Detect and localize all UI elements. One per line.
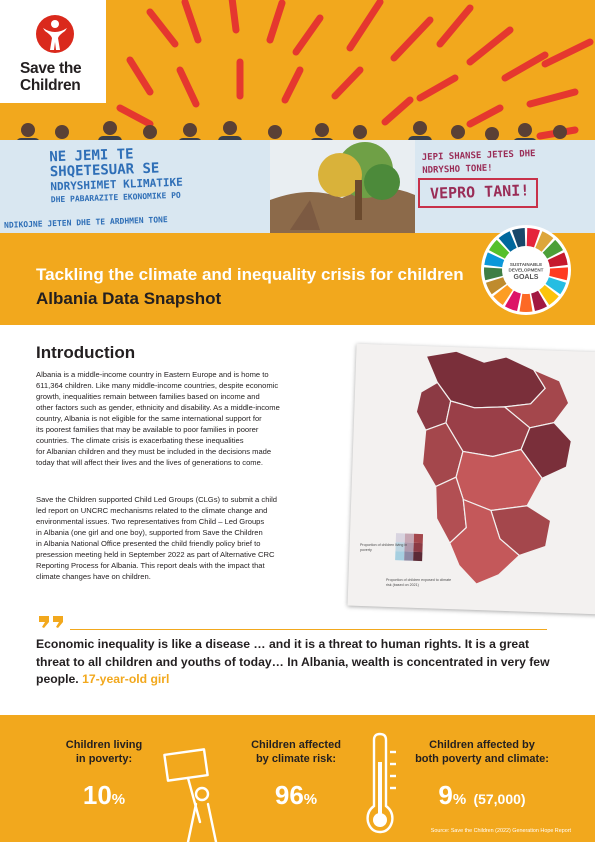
quote-text: Economic inequality is like a disease … and it is a threat to human rights. It is a great threat to all children and youths of today… In Albania, wealth is concentrated in very few people. — [36, 637, 550, 686]
intro-p2-line: in Albania (one girl and one boy), supported from Save the Children — [36, 528, 263, 537]
intro-p1-line: countries. The climate crisis is exacerbating these inequalities — [36, 436, 244, 445]
page-title: Tackling the climate and inequality crisis for children — [36, 265, 464, 284]
banner-left-line1: NE JEMI TE — [49, 146, 134, 166]
logo-block — [0, 0, 106, 103]
stat-poverty-label-line2: in poverty: — [75, 753, 133, 765]
intro-p1-line: country, Albania is not eligible for the same international support for — [36, 414, 262, 423]
banner-left-line3: NDRYSHIMET KLIMATIKE — [50, 175, 183, 194]
tree-painting-illustration — [270, 140, 415, 233]
sdg-wheel-icon — [480, 224, 572, 316]
stat-both-label-line2: both poverty and climate: — [415, 753, 549, 765]
banner-text-vepro — [430, 182, 530, 201]
intro-p1-line: today that will affect their lives and the lives of generations to come. — [36, 458, 263, 467]
child-quote — [36, 636, 551, 689]
stats-band — [0, 715, 595, 842]
stat-poverty-label-line1: Children living — [65, 739, 143, 751]
albania-bivariate-map — [348, 344, 595, 615]
intro-p2-line: Reporting Process for Albania. This report deals with the impact that — [36, 561, 265, 570]
banner-left-line2: SHQETESUAR SE — [49, 160, 160, 181]
source-note: Source: Save the Children (2022) Generation Hope Report — [430, 828, 571, 834]
stat-both-unit: % — [452, 791, 467, 808]
stat-both-count: (57,000) — [473, 791, 526, 807]
stat-climate-value — [232, 780, 360, 811]
logo-text-line1: Save the — [20, 60, 82, 77]
quote-divider — [70, 629, 547, 630]
sdg-label-line3: GOALS — [513, 274, 539, 281]
banner-right-line3: VEPRO TANI! — [429, 181, 530, 203]
intro-paragraph-1 — [36, 369, 336, 468]
intro-p1-line: its poorest families that may be available to poor families in poorer — [36, 425, 259, 434]
map-legend-note-poverty: Proportion of children living in poverty — [360, 543, 408, 552]
stat-poverty-label — [40, 738, 168, 766]
banner-left-line4: DHE PABARAZITE EKONOMIKE PO — [50, 190, 181, 205]
stat-both-label — [410, 738, 554, 766]
protest-sign-icon — [160, 748, 232, 842]
intro-heading: Introduction — [36, 343, 136, 362]
stat-poverty-value — [40, 780, 168, 811]
quote-author: 17-year-old girl — [82, 672, 170, 686]
stat-climate-unit: % — [303, 791, 318, 808]
banner-left-line5: NDIKOJNE JETEN DHE TE ARDHMEN TONE — [3, 215, 168, 230]
thermometer-icon — [362, 732, 398, 836]
stat-both-label-line1: Children affected by — [429, 739, 535, 751]
stat-poverty-unit: % — [111, 791, 126, 808]
banner-text-right — [422, 148, 537, 178]
intro-p1-line: 611,364 children. Like many middle-income countries, despite economic — [36, 381, 279, 390]
stat-both-value — [410, 780, 554, 811]
sdg-label-line2: DEVELOPMENT — [508, 267, 544, 273]
stat-climate-label-line1: Children affected — [251, 739, 341, 751]
logo-wordmark — [20, 60, 81, 94]
stat-climate-label — [232, 738, 360, 766]
map-legend-note-climate: Proportion of children exposed to climate risk (based on 2021) — [386, 578, 452, 587]
hero-banner — [0, 0, 595, 233]
stat-climate-label-line2: by climate risk: — [255, 753, 337, 765]
intro-p2-line: Save the Children supported Child Led Groups (CLGs) to submit a child — [36, 495, 278, 504]
intro-p2-line: climate changes have on children. — [36, 572, 151, 581]
stat-both-number: 9 — [438, 780, 453, 810]
intro-p1-line: other factors such as gender, ethnicity and disability. As a middle-income — [36, 403, 280, 412]
save-the-children-logo-icon — [35, 14, 75, 58]
banner-right-line2: NDRYSHO TONE! — [422, 163, 493, 176]
intro-p2-line: environmental issues. Two representatives from Child – Led Groups — [36, 517, 265, 526]
stat-climate-number: 96 — [274, 780, 304, 810]
logo-text-line2: Children — [20, 77, 81, 94]
intro-p2-line: in Albania National Office presented the child friendly policy brief to — [36, 539, 261, 548]
banner-text-left — [49, 146, 183, 207]
page-subtitle: Albania Data Snapshot — [36, 289, 222, 308]
sdg-label-line1: SUSTAINABLE — [509, 262, 543, 267]
intro-p1-line: for Albanian children and they must be included in the decisions made — [36, 447, 272, 456]
intro-p1-line: Albania is a middle-income country in Eastern Europe and is home to — [36, 370, 269, 379]
stat-poverty-number: 10 — [82, 780, 112, 810]
intro-p2-line: presession meeting held in September 2022 as part of Alternative CRC — [36, 550, 275, 559]
intro-paragraph-2 — [36, 494, 336, 582]
intro-p2-line: led report on UNCRC mechanisms related to the climate change and — [36, 506, 268, 515]
banner-right-line1: JEPI SHANSE JETES DHE — [421, 149, 536, 163]
quote-mark-icon — [37, 612, 67, 630]
intro-p1-line: growth, inequalities remain between families based on income and — [36, 392, 260, 401]
